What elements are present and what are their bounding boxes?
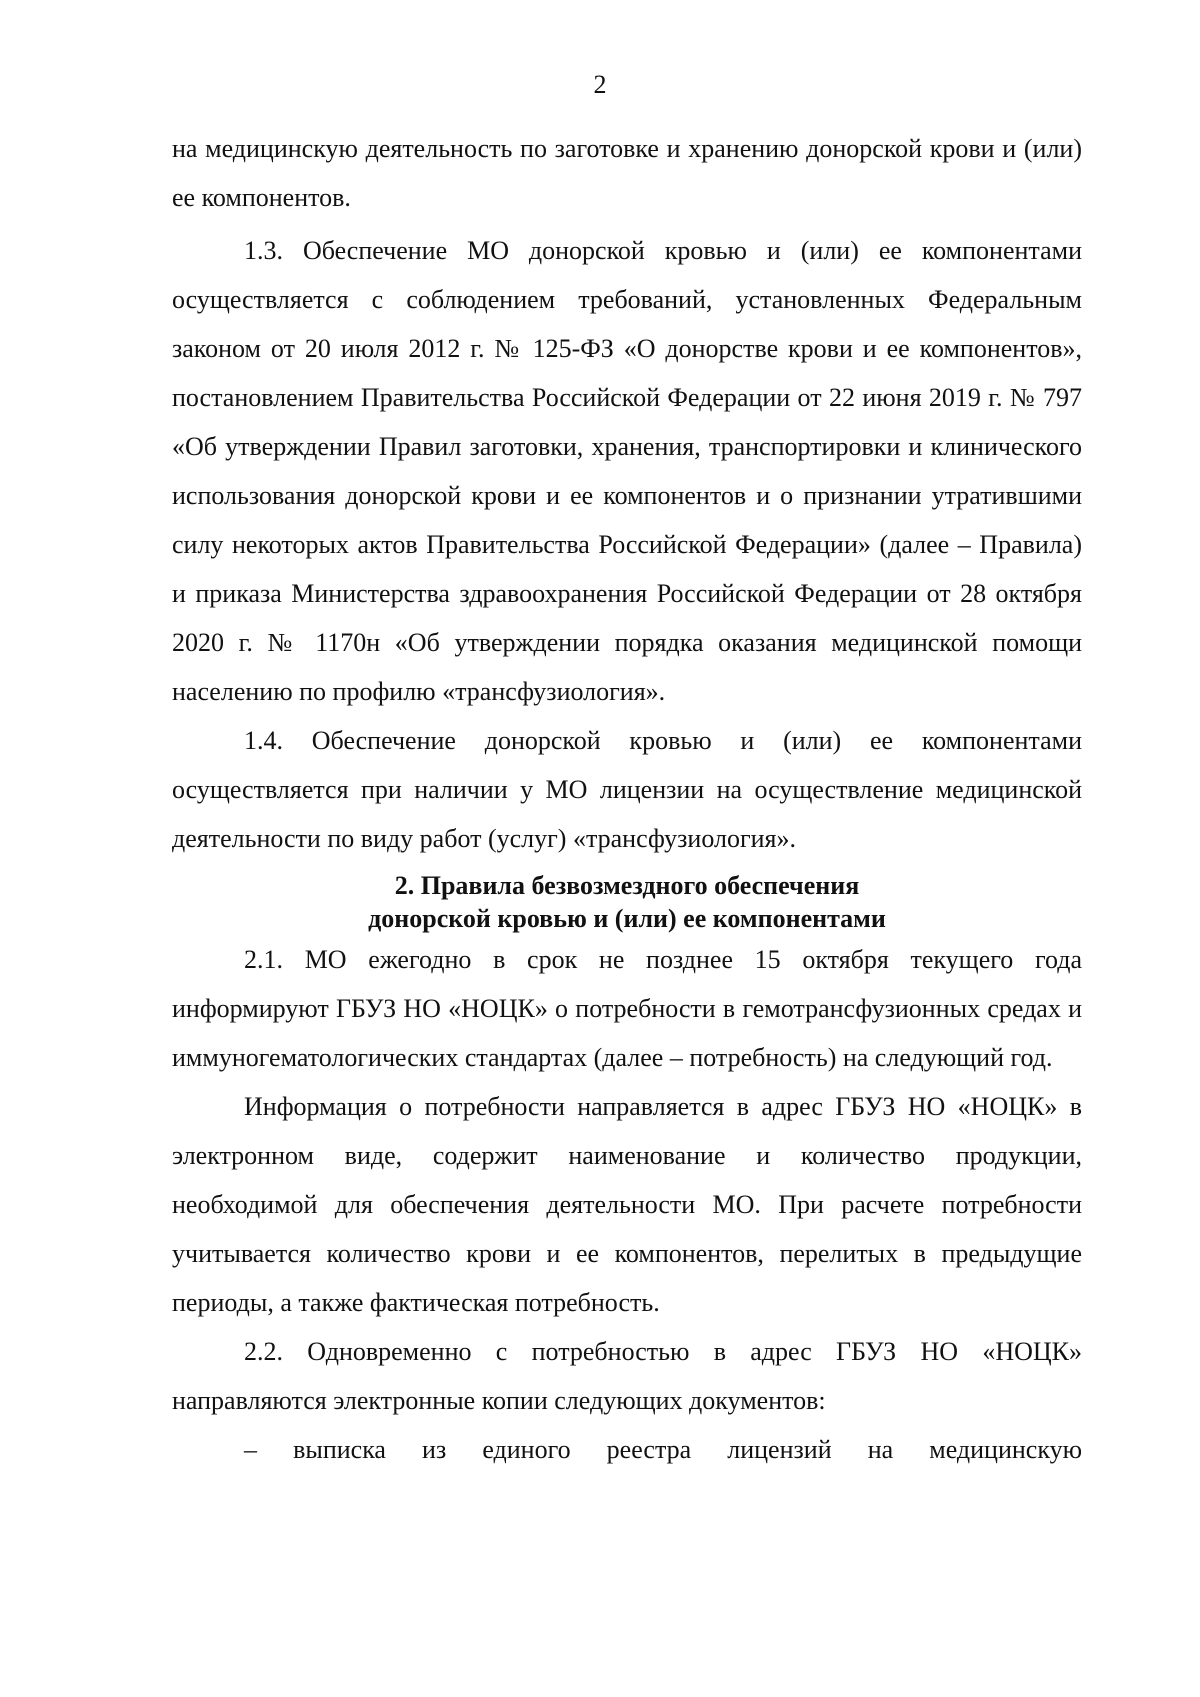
paragraph-2-2: 2.2. Одновременно с потребностью в адрес ГБУЗ НО «НОЦК» направляются электронные копии следующих документов: (172, 1337, 1082, 1415)
page-number: 2 (593, 70, 607, 99)
document-body (172, 124, 1082, 1474)
paragraph-1-3: 1.3. Обеспечение МО донорской кровью и (или) ее компонентами осуществляется с соблюдением требований, установленных Федеральным законом от 20 июля 2012 г. № 125-ФЗ «О донорстве крови и ее компонентов», постановлением Правительства Российской Федерации от 22 июня 2019 г. № 797 «Об утверждении Правил заготовки, хранения, транспортировки и клинического использования донорской крови и ее компонентов и о признании утратившими силу некоторых актов Правительства Российской Федерации» (далее – Правила) и приказа Министерства здравоохранения Российской Федерации от 28 октября 2020 г. № 1170н «Об утверждении порядка оказания медицинской помощи населению по профилю «трансфузиология». (172, 236, 1082, 706)
section-heading-line-1: 2. Правила безвозмездного обеспечения (394, 871, 860, 900)
paragraph-information: Информация о потребности направляется в адрес ГБУЗ НО «НОЦК» в электронном виде, содержит наименование и количество продукции, необходимой для обеспечения деятельности МО. При расчете потребности учитывается количество крови и ее компонентов, перелитых в предыдущие периоды, а также фактическая потребность. (172, 1092, 1082, 1317)
section-heading-line-2: донорской кровью и (или) ее компонентами (368, 904, 886, 933)
paragraph-1-4: 1.4. Обеспечение донорской кровью и (или) ее компонентами осуществляется при наличии у МО лицензии на осуществление медицинской деятельности по виду работ (услуг) «трансфузиология». (172, 726, 1082, 853)
list-item: – выписка из единого реестра лицензий на медицинскую (244, 1435, 1082, 1464)
section-heading (172, 869, 1082, 935)
paragraph-continuation: на медицинскую деятельность по заготовке и хранению донорской крови и (или) ее компонентов. (172, 134, 1082, 212)
paragraph-2-1: 2.1. МО ежегодно в срок не позднее 15 октября текущего года информируют ГБУЗ НО «НОЦК» о потребности в гемотрансфузионных средах и иммуногематологических стандартах (далее – потребность) на следующий год. (172, 945, 1082, 1072)
